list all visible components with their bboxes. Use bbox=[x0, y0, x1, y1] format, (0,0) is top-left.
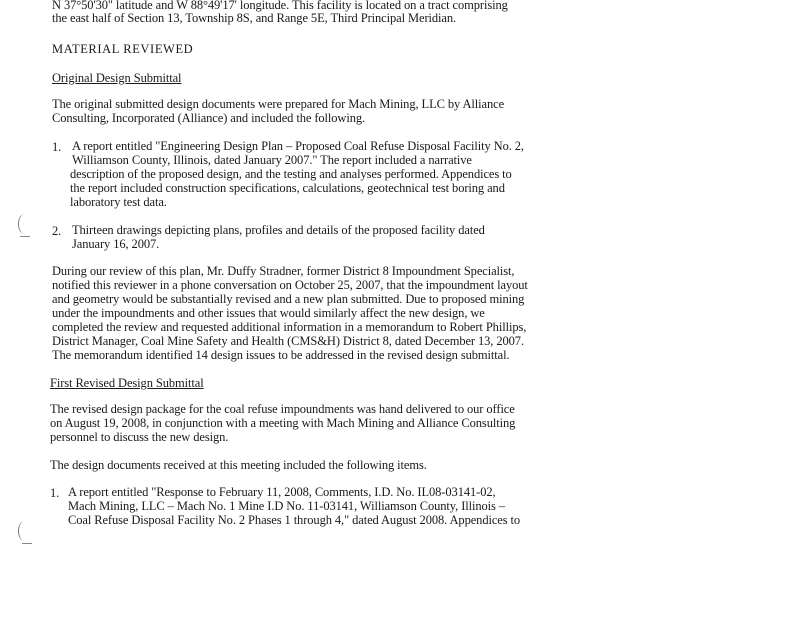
review-line-3: and geometry would be substantially revised and a new plan submitted. Due to proposed mining bbox=[52, 292, 525, 306]
original-paragraph-line-1: The original submitted design documents were prepared for Mach Mining, LLC by Alliance bbox=[52, 97, 505, 111]
review-line-1: During our review of this plan, Mr. Duffy Stradner, former District 8 Impoundment Specialist, bbox=[52, 264, 515, 278]
section-heading: MATERIAL REVIEWED bbox=[52, 42, 194, 56]
review-line-4: under the impoundments and other issues that would similarly affect the new design, we bbox=[52, 306, 485, 320]
original-item-2-line-2: January 16, 2007. bbox=[72, 237, 160, 251]
original-item-1-line-1: A report entitled "Engineering Design Plan – Proposed Coal Refuse Disposal Facility No. 2, bbox=[72, 139, 524, 153]
review-line-7: The memorandum identified 14 design issues to be addressed in the revised design submittal. bbox=[52, 348, 510, 362]
scan-margin-tick bbox=[22, 543, 32, 544]
review-line-2: notified this reviewer in a phone conversation on October 25, 2007, that the impoundment layout bbox=[52, 278, 528, 292]
original-paragraph-line-2: Consulting, Incorporated (Alliance) and included the following. bbox=[52, 111, 366, 125]
intro-line-2: the east half of Section 13, Township 8S, and Range 5E, Third Principal Meridian. bbox=[52, 11, 457, 25]
original-item-1-line-3: description of the proposed design, and the testing and analyses performed. Appendices to bbox=[70, 167, 512, 181]
scan-margin-mark bbox=[18, 214, 31, 234]
revised-paragraph-line-3: personnel to discuss the new design. bbox=[50, 430, 229, 444]
review-line-5: completed the review and requested additional information in a memorandum to Robert Phillips, bbox=[52, 320, 527, 334]
original-item-1-line-4: the report included construction specifications, calculations, geotechnical test boring and bbox=[70, 181, 505, 195]
review-line-6: District Manager, Coal Mine Safety and Health (CMS&H) District 8, dated December 13, 2007. bbox=[52, 334, 524, 348]
original-item-2-number: 2. bbox=[52, 224, 62, 238]
scan-margin-tick bbox=[20, 236, 30, 237]
revised-paragraph-line-2: on August 19, 2008, in conjunction with a meeting with Mach Mining and Alliance Consulting bbox=[50, 416, 516, 430]
revised-item-1-number: 1. bbox=[50, 486, 60, 500]
scan-margin-mark bbox=[18, 521, 31, 541]
revised-item-1-line-1: A report entitled "Response to February 11, 2008, Comments, I.D. No. IL08-03141-02, bbox=[68, 485, 496, 499]
original-item-1-line-5: laboratory test data. bbox=[70, 195, 167, 209]
first-revised-heading: First Revised Design Submittal bbox=[50, 376, 204, 390]
revised-item-1-line-2: Mach Mining, LLC – Mach No. 1 Mine I.D No. 11-03141, Williamson County, Illinois – bbox=[68, 499, 505, 513]
original-item-1-number: 1. bbox=[52, 140, 62, 154]
revised-paragraph-line-1: The revised design package for the coal refuse impoundments was hand delivered to our office bbox=[50, 402, 515, 416]
original-item-2-line-1: Thirteen drawings depicting plans, profiles and details of the proposed facility dated bbox=[72, 223, 485, 237]
original-design-heading: Original Design Submittal bbox=[52, 71, 182, 85]
intro-line-1: N 37°50'30" latitude and W 88°49'17' longitude. This facility is located on a tract comprising bbox=[52, 0, 508, 12]
revised-item-1-line-3: Coal Refuse Disposal Facility No. 2 Phases 1 through 4," dated August 2008. Appendices to bbox=[68, 513, 521, 527]
received-line: The design documents received at this meeting included the following items. bbox=[50, 458, 427, 472]
original-item-1-line-2: Williamson County, Illinois, dated January 2007." The report included a narrative bbox=[72, 153, 472, 167]
